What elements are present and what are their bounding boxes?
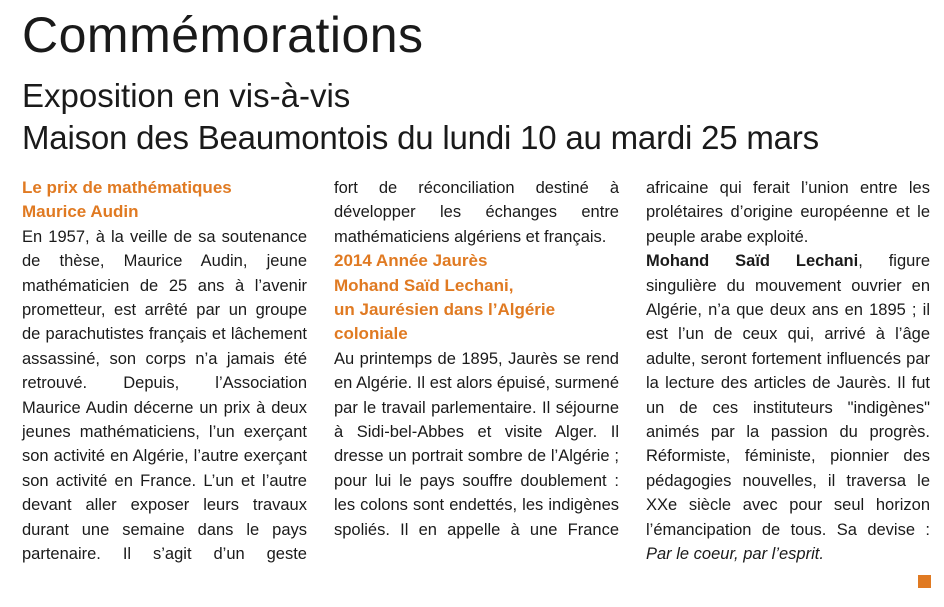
heading-line: coloniale [334,324,408,344]
heading-line: Maurice Audin [22,202,139,222]
audin-prize-body: En 1957, à la veille de sa soutenance de thèse, Maurice Audin, jeune mathématicien de 25 ans à l’avenir prometteur, est arrêté par un groupe de parachutistes français et lâchement assassiné, son corps n’a jamais été retrouvé. Depuis, l’Association Maurice Audin décerne un prix à deux jeunes mathématiciens, l’un exerçant son activité en Algérie, l’autre exerçant son activité en France. L’un et l’autre devant aller exposer leurs travaux durant une semaine dans le pays partenaire. Il s’agit d’un geste [22,227,307,564]
exhibition-title: Exposition en vis-à-vis [22,77,351,114]
audin-prize-continuation: fort de réconciliation destiné à développer les échanges entre mathématiciens algériens et français. [334,179,619,246]
jaures-year-heading [334,249,619,347]
jaures-continuation: africaine qui ferait l’union entre les prolétaires d’origine européenne et le peuple arabe exploité. [646,179,930,246]
jaures-body: Au printemps de 1895, Jaurès se rend en Algérie. Il est alors épuisé, surmené par le travail parlementaire. Il séjourne à Sidi-bel-Abbes et visite Alger. Il dresse un portrait sombre de l’Algérie ; pour lui le pays souffre doublement : les colons sont endettés, les indigènes spoliés. Il en appelle à une France [334,349,619,539]
audin-prize-heading [22,176,307,225]
heading-line: Mohand Saïd Lechani, [334,275,514,295]
page-title: Commémorations [22,7,424,63]
exhibition-dates: Maison des Beaumontois du lundi 10 au mardi 25 mars [22,119,819,156]
end-of-article-mark [918,575,931,588]
heading-line: 2014 Année Jaurès [334,251,488,271]
column-3 [646,176,930,567]
lechani-bio-text: , figure singulière du mouvement ouvrier en Algérie, n’a que deux ans en 1895 ; il est l’un de ceux qui, arrivé à l’âge adulte, seront fortement influencés par la lecture des articles de Jaurès. Il fut un de ces instituteurs "indigènes" animés par la passion du progrès. Réformiste, féministe, pionnier des pédagogies nouvelles, il traversa le XXe siècle avec pour seul horizon l’émancipation de tous. Sa devise : [646,252,930,539]
lechani-name: Mohand Saïd Lechani [646,252,859,271]
heading-line: un Jaurésien dans l’Algérie [334,300,556,320]
heading-line: Le prix de mathématiques [22,178,232,197]
column-2 [334,176,619,542]
lechani-bio [646,249,930,566]
lechani-motto: Par le coeur, par l’esprit. [646,545,824,564]
column-1 [22,176,307,567]
